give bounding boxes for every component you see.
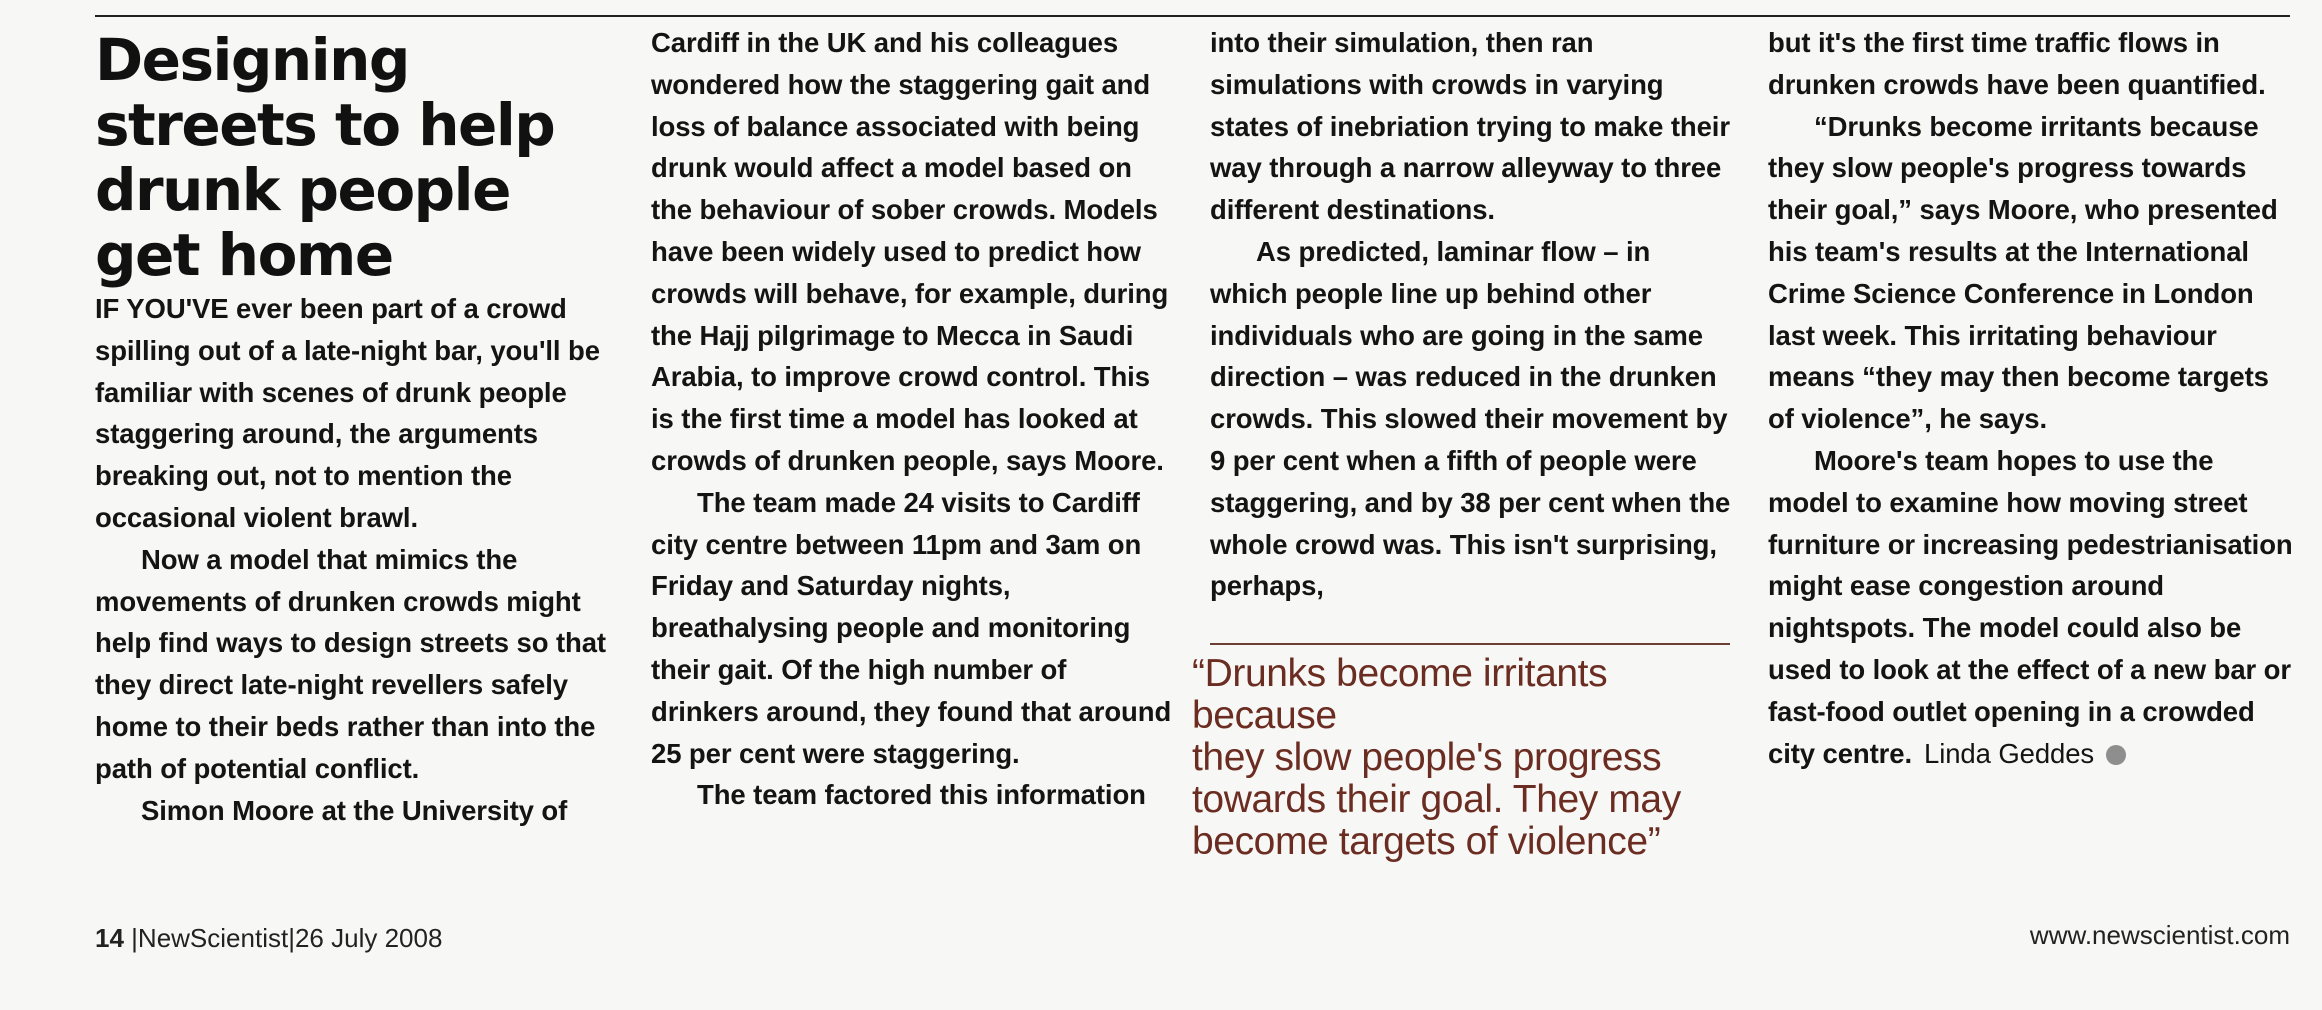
paragraph bbox=[1768, 440, 2293, 774]
paragraph: IF YOU'VE ever been part of a crowd spilling out of a late-night bar, you'll be familiar with scenes of drunk people staggering around, the arguments breaking out, not to mention the occasional violent brawl. bbox=[95, 293, 600, 533]
byline: Linda Geddes bbox=[1924, 737, 2095, 769]
column-4 bbox=[1768, 22, 2293, 774]
footer-folio bbox=[95, 923, 442, 954]
paragraph-text: Moore's team hopes to use the model to examine how moving street furniture or increasing pedestrianisation might ease congestion around nightspots. The model could also be used to look at the effect of a new bar or fast-food outlet opening in a crowded city centre. bbox=[1768, 444, 2293, 769]
pullquote: “Drunks become irritants because they slow people's progress towards their goal. They may become targets of violence” bbox=[1192, 652, 1681, 864]
paragraph: Now a model that mimics the movements of drunken crowds might help find ways to design streets so that they direct late-night revellers safely home to their beds rather than into the path of potential conflict. bbox=[95, 543, 606, 784]
page-number: 14 bbox=[95, 923, 124, 953]
separator: | bbox=[288, 923, 295, 953]
end-mark-icon bbox=[2106, 745, 2126, 765]
paragraph: As predicted, laminar flow – in which people line up behind other individuals who are going in the same direction – was reduced in the drunken crowds. This slowed their movement by 9 per cent when a fifth of people were staggering, and by 38 per cent when the whole crowd was. This isn't surprising, perhaps, bbox=[1210, 235, 1731, 602]
paragraph: into their simulation, then ran simulations with crowds in varying states of inebriation trying to make their way through a narrow alleyway to three different destinations. bbox=[1210, 27, 1730, 226]
separator: | bbox=[131, 923, 138, 953]
top-rule bbox=[95, 15, 2290, 17]
magazine-name: NewScientist bbox=[137, 923, 289, 953]
issue-date: 26 July 2008 bbox=[294, 923, 443, 953]
pullquote-rule bbox=[1210, 643, 1730, 645]
headline: Designing streets to help drunk people get home bbox=[95, 26, 555, 289]
paragraph: Cardiff in the UK and his colleagues wondered how the staggering gait and loss of balance associated with being drunk would affect a model based on the behaviour of sober crowds. Models have been widely used to predict how crowds will behave, for example, during the Hajj pilgrimage to Mecca in Saudi Arabia, to improve crowd control. This is the first time a model has looked at crowds of drunken people, says Moore. bbox=[651, 27, 1169, 476]
column-2 bbox=[651, 22, 1176, 816]
paragraph: The team made 24 visits to Cardiff city centre between 11pm and 3am on Friday and Saturday nights, breathalysing people and monitoring their gait. Of the high number of drinkers around, they found that around 25 per cent were staggering. bbox=[651, 486, 1172, 769]
column-1 bbox=[95, 22, 620, 831]
paragraph: but it's the first time traffic flows in drunken crowds have been quantified. bbox=[1768, 27, 2266, 100]
paragraph: “Drunks become irritants because they slow people's progress towards their goal,” says Moore, who presented his team's results at the International Crime Science Conference in London last week. This irritating behaviour means “they may then become targets of violence”, he says. bbox=[1768, 110, 2278, 435]
paragraph: The team factored this information bbox=[697, 779, 1146, 811]
website-url: www.newscientist.com bbox=[2029, 920, 2290, 950]
paragraph: Simon Moore at the University of bbox=[141, 794, 568, 826]
column-3 bbox=[1192, 22, 1735, 864]
